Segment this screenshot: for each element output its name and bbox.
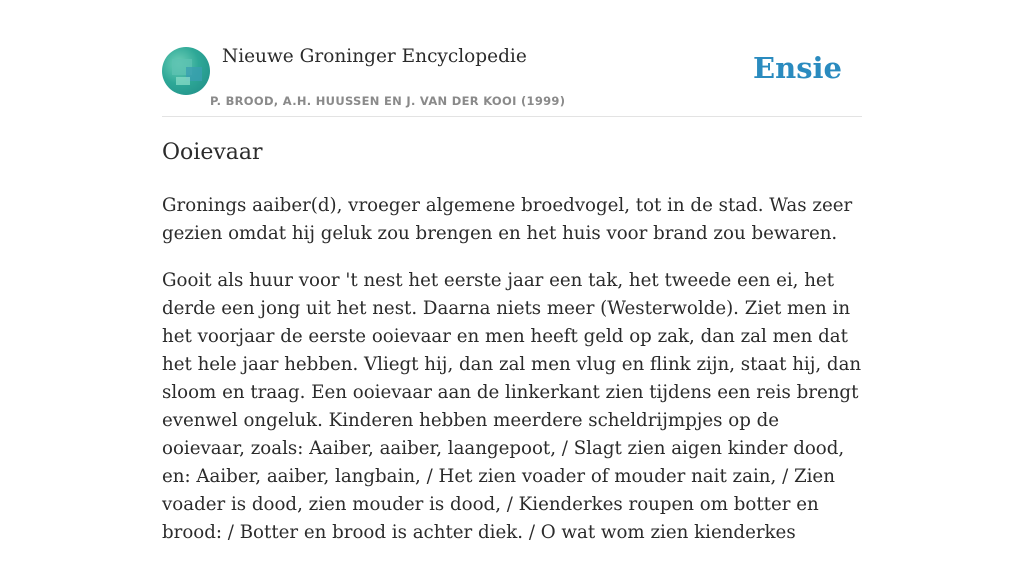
publication-authors: P. BROOD, A.H. HUUSSEN EN J. VAN DER KOOI (1999) [210,94,566,108]
publication-header [162,0,862,117]
entry-title: Ooievaar [162,140,263,165]
entry-body [162,192,862,566]
entry-paragraph: Gooit als huur voor 't nest het eerste jaar een tak, het tweede een ei, het derde een jong uit het nest. Daarna niets meer (Westerwolde). Ziet men in het voorjaar de eerste ooievaar en men heeft geld op zak, dan zal men dat het hele jaar hebben. Vliegt hij, dan zal men vlug en flink zijn, staat hij, dan sloom en traag. Een ooievaar aan de linkerkant zien tijdens een reis brengt evenwel ongeluk. Kinderen hebben meerdere scheldrijmpjes op de ooievaar, zoals: Aaiber, aaiber, laangepoot, / Slagt zien aigen kinder dood, en: Aaiber, aaiber, langbain, / Het zien voader of mouder nait zain, / Zien voader is dood, zien mouder is dood, / Kienderkes roupen om botter en brood: / Botter en brood is achter diek. / O wat wom zien kienderkes [162,270,862,543]
entry-paragraph: Gronings aaiber(d), vroeger algemene broedvogel, tot in de stad. Was zeer gezien omdat hij geluk zou brengen en het huis voor brand zou bewaren. [162,195,853,244]
page-container [162,0,862,543]
publication-title-link[interactable]: Nieuwe Groninger Encyclopedie [222,46,527,67]
ensie-logo[interactable]: Ensie [753,51,842,85]
publication-avatar[interactable] [162,47,210,95]
